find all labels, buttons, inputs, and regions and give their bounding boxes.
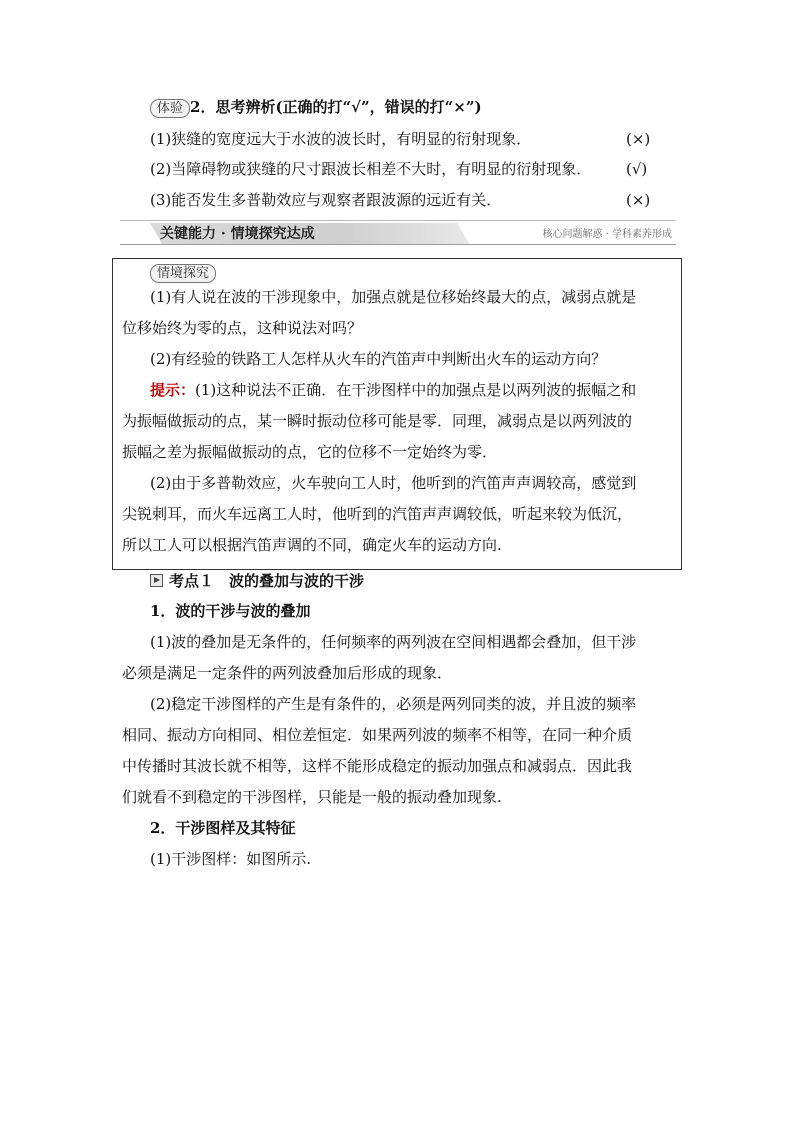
experience-judge: (×) (626, 130, 651, 148)
paragraph-line: 们就看不到稳定的干涉图样，只能是一般的振动叠加现象. (122, 788, 502, 806)
hint-line: 所以工人可以根据汽笛声调的不同，确定火车的运动方向. (122, 536, 502, 554)
scenario-tag-line (150, 262, 216, 283)
hint-first-line (150, 380, 636, 400)
hint-label: 提示： (150, 381, 196, 399)
banner-title: 关键能力 · 情境探究达成 (160, 226, 315, 242)
hint-line: 为振幅做振动的点，某一瞬时振动位移可能是零．同理，减弱点是以两列波的 (122, 412, 633, 430)
scenario-question-line: (2)有经验的铁路工人怎样从火车的汽笛声中判断出火车的运动方向？ (150, 350, 607, 368)
experience-heading (150, 97, 482, 118)
banner-subtitle: 核心问题解惑 · 学科素养形成 (542, 229, 672, 240)
paragraph-line: 中传播时其波长就不相等，这样不能形成稳定的振动加强点和减弱点．因此我 (122, 757, 633, 775)
experience-item: (1)狭缝的宽度远大于水波的波长时，有明显的衍射现象． (150, 130, 532, 148)
paragraph-line: (2)稳定干涉图样的产生是有条件的，必须是两列同类的波，并且波的频率 (150, 695, 637, 713)
hint-line: (2)由于多普勒效应，火车驶向工人时，他听到的汽笛声声调较高，感觉到 (150, 474, 637, 492)
subsection-heading: 1．波的干涉与波的叠加 (150, 602, 311, 620)
experience-heading-text: 2．思考辨析(正确的打“√”，错误的打“×”) (190, 98, 482, 116)
experience-tag: 体验 (150, 99, 190, 118)
banner-top-rule (120, 220, 676, 221)
experience-item: (2)当障碍物或狭缝的尺寸跟波长相差不大时，有明显的衍射现象． (150, 160, 592, 178)
section-banner (120, 220, 676, 246)
paragraph-line: (1)干涉图样：如图所示. (150, 850, 312, 868)
paragraph-line: 必须是满足一定条件的两列波叠加后形成的现象． (122, 664, 453, 682)
experience-judge: (√) (626, 160, 648, 178)
hint-text: (1)这种说法不正确．在干涉图样中的加强点是以两列波的振幅之和 (195, 381, 637, 399)
scenario-tag: 情境探究 (150, 264, 216, 283)
paragraph-line: 相同、振动方向相同、相位差恒定．如果两列波的频率不相等，在同一种介质 (122, 726, 633, 744)
paragraph-line: (1)波的叠加是无条件的，任何频率的两列波在空间相遇都会叠加，但干涉 (150, 633, 637, 651)
banner-bottom-rule (120, 244, 676, 245)
scenario-question-line: (1)有人说在波的干涉现象中，加强点就是位移始终最大的点，减弱点就是 (150, 288, 637, 306)
hint-line: 尖锐刺耳，而火车远离工人时，他听到的汽笛声声调较低，听起来较为低沉， (122, 505, 633, 523)
experience-item: (3)能否发生多普勒效应与观察者跟波源的远近有关． (150, 191, 502, 209)
experience-judge: (×) (626, 191, 651, 209)
section-title-line (150, 571, 364, 591)
scenario-question-line: 位移始终为零的点，这种说法对吗？ (122, 319, 363, 337)
play-arrow-icon (150, 574, 163, 587)
hint-line: 振幅之差为振幅做振动的点，它的位移不一定始终为零． (122, 443, 498, 461)
subsection-heading: 2．干涉图样及其特征 (150, 819, 296, 837)
section-title: 考点１ 波的叠加与波的干涉 (169, 572, 365, 590)
